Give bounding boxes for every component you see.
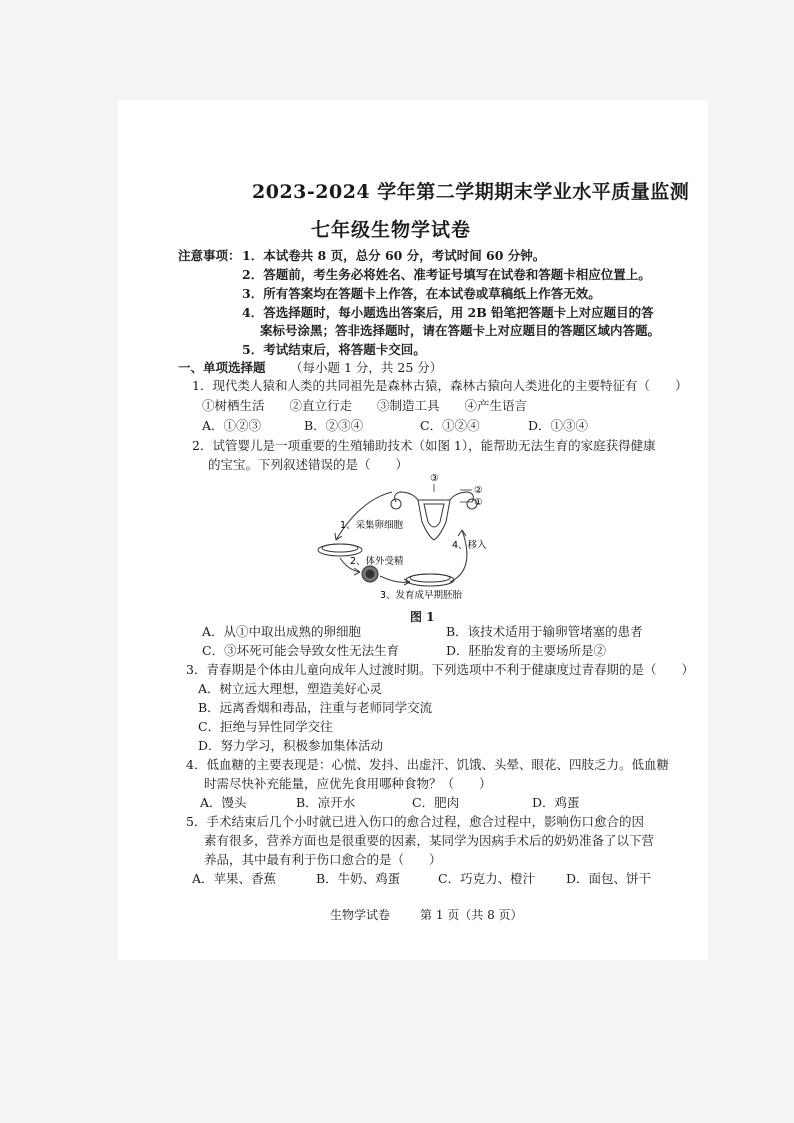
q1-stem: 1．现代类人猿和人类的共同祖先是森林古猿，森林古猿向人类进化的主要特征有（ ） — [192, 378, 688, 393]
step-1-label: 1、采集卵细胞 — [340, 520, 404, 531]
notice-item-3: 3．所有答案均在答题卡上作答，在本试卷或草稿纸上作答无效。 — [242, 286, 601, 301]
notice-item-5: 5．考试结束后，将答题卡交回。 — [242, 342, 426, 357]
section-heading: 一、单项选择题 — [178, 360, 266, 375]
footer-subject: 生物学试卷 — [330, 908, 391, 922]
label-3: ③ — [430, 473, 439, 484]
q2-option-a: A．从①中取出成熟的卵细胞 — [202, 624, 362, 639]
q3-stem: 3．青春期是个体由儿童向成年人过渡时期。下列选项中不利于健康度过青春期的是（ ） — [186, 662, 694, 677]
q4-option-c: C．肥肉 — [412, 795, 460, 810]
exam-title: 2023-2024 学年第二学期期末学业水平质量监测 — [252, 181, 690, 203]
step-3-label: 3、发育成早期胚胎 — [380, 590, 463, 601]
petri-dish-1 — [318, 544, 362, 556]
q5-option-b: B．牛奶、鸡蛋 — [316, 871, 401, 886]
q1-option-b: B．②③④ — [304, 418, 364, 433]
q2-stem-2: 的宝宝。下列叙述错误的是（ ） — [208, 457, 409, 472]
q1-option-a: A．①②③ — [202, 418, 262, 433]
section-note: （每小题 1 分，共 25 分） — [290, 360, 443, 375]
notice-label: 注意事项： — [178, 248, 241, 263]
notice-item-1: 1．本试卷共 8 页，总分 60 分，考试时间 60 分钟。 — [242, 248, 546, 263]
q1-option-d: D．①③④ — [528, 418, 589, 433]
q4-option-b: B．凉开水 — [296, 795, 356, 810]
q5-option-c: C．巧克力、橙汁 — [438, 871, 536, 886]
notice-item-2: 2．答题前，考生务必将姓名、准考证号填写在试卷和答题卡相应位置上。 — [242, 267, 651, 282]
q4-stem-1: 4．低血糖的主要表现是：心慌、发抖、出虚汗、饥饿、头晕、眼花、四肢乏力。低血糖 — [186, 757, 669, 772]
label-2: ② — [474, 485, 483, 496]
q2-option-c: C．③坏死可能会导致女性无法生育 — [202, 643, 400, 658]
q5-stem-2: 素有很多，营养方面也是很重要的因素，某同学为因病手术后的奶奶准备了以下营 — [204, 833, 655, 848]
q1-option-c: C．①②④ — [420, 418, 480, 433]
exam-subtitle: 七年级生物学试卷 — [311, 219, 472, 241]
q5-stem-3: 养品，其中最有利于伤口愈合的是（ ） — [204, 852, 442, 867]
footer-page: 第 1 页（共 8 页） — [420, 908, 523, 922]
q3-option-a: A．树立远大理想，塑造美好心灵 — [198, 681, 383, 696]
label-1: ① — [474, 497, 483, 508]
notice-item-4-cont: 案标号涂黑；答非选择题时，请在答题卡上对应题目的答题区域内答题。 — [260, 323, 661, 338]
q2-stem-1: 2．试管婴儿是一项重要的生殖辅助技术（如图 1），能帮助无法生育的家庭获得健康 — [192, 438, 656, 453]
step-2-label: 2、体外受精 — [350, 556, 404, 567]
q3-option-d: D．努力学习，积极参加集体活动 — [198, 738, 384, 753]
petri-dish-2 — [406, 574, 454, 586]
q2-option-d: D．胚胎发育的主要场所是② — [446, 643, 607, 658]
q4-option-a: A．馒头 — [200, 795, 247, 810]
q4-stem-2: 时需尽快补充能量，应优先食用哪种食物？（ ） — [204, 776, 492, 791]
step-4-label: 4、移入 — [452, 540, 487, 551]
notice-item-4: 4．答选择题时，每小题选出答案后，用 2B 铅笔把答题卡上对应题目的答 — [242, 305, 654, 320]
q5-stem-1: 5．手术结束后几个小时就已进入伤口的愈合过程，愈合过程中，影响伤口愈合的因 — [186, 814, 644, 829]
q2-option-b: B．该技术适用于输卵管堵塞的患者 — [446, 624, 643, 639]
uterus-callouts — [434, 484, 472, 502]
q1-items: ①树栖生活 ②直立行走 ③制造工具 ④产生语言 — [202, 398, 528, 413]
q3-option-b: B．远离香烟和毒品，注重与老师同学交流 — [198, 700, 433, 715]
q5-option-a: A．苹果、香蕉 — [192, 871, 277, 886]
figure-caption: 图 1 — [410, 610, 435, 624]
q5-option-d: D．面包、饼干 — [566, 871, 652, 886]
ivf-diagram — [300, 470, 520, 610]
fertilized-egg — [362, 566, 378, 582]
q4-option-d: D．鸡蛋 — [532, 795, 580, 810]
q3-option-c: C．拒绝与异性同学交往 — [198, 719, 333, 734]
